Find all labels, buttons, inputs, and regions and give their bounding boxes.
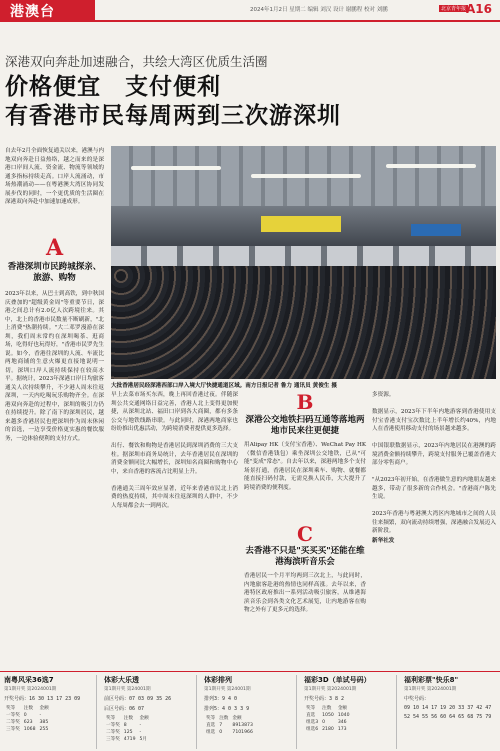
photo-caption: 大批香港居民经深港西部口岸入境大厅快捷通道区域。南方日报记者 鲁力 通讯员 黄俊生 摄 <box>111 383 337 389</box>
table-cell: 2180 <box>322 727 334 732</box>
table-cell: 1068 <box>23 727 36 732</box>
table-cell: 组选 <box>206 730 216 735</box>
section-letter: A <box>45 235 64 261</box>
table-cell: - <box>139 730 142 735</box>
headline-line-1: 价格便宜 支付便利 <box>5 73 221 100</box>
lottery-numbers: 52 54 55 56 60 64 65 68 75 79 <box>404 714 492 720</box>
lottery-footer <box>0 671 500 751</box>
table-row <box>204 715 255 722</box>
photo-crowd <box>111 266 496 379</box>
photo-light <box>251 174 361 178</box>
page-header <box>0 0 500 20</box>
table-cell: 623 <box>23 720 33 725</box>
lottery-numbers: 前区号码：07 03 09 35 26 <box>104 696 172 702</box>
column-body: 早上去菜市场买东西，晚上再回香港过夜。伴随深圳公共交通网络日益完善，香港人北上变得更加便捷，从深圳北站、福田口岸到各大商圈，都有多条公交与地铁线路串联。与此同时，深港两地商家也纷纷推出优惠活动，为跨境消费者提供更多选择。 出行、餐饮和购物是香港居民到深圳消费的三大支柱。据深圳市商务局统计，去年香港居民在深圳的消费金额同比大幅增长，深圳知名商圈和购物中心中，来自香港的客流占比明显上升。 香港通关三周年效应显著，近年来香港市民北上消费的热度持续，其中周末往返深圳的人群中，不少人每周都会去一到两次。 <box>111 392 238 509</box>
lottery-column <box>104 675 197 749</box>
table-cell: 0 <box>322 720 326 725</box>
table-cell: 4719 <box>123 737 136 742</box>
section-heading: 去香港不只是"买买买"还能在维港海滨听音乐会 <box>245 546 365 567</box>
table-row <box>304 726 352 733</box>
table-row <box>204 722 255 729</box>
table-cell: 7 <box>219 723 223 728</box>
table-row <box>304 719 352 726</box>
table-cell: 8913873 <box>232 723 253 728</box>
table-cell: 直选 <box>306 713 316 718</box>
table-cell: 奖等 <box>6 706 16 711</box>
article-column-2 <box>111 391 238 510</box>
table-cell: 一等奖 <box>6 713 20 718</box>
table-row <box>104 715 151 722</box>
prize-table <box>4 705 51 733</box>
table-cell: 金额 <box>39 706 49 711</box>
lottery-issue: 第1期开奖 第2024001期 <box>404 687 457 692</box>
table-cell: 金额 <box>337 706 348 711</box>
lottery-column <box>204 675 297 749</box>
lottery-issue: 第1期开奖 第24001期 <box>104 687 151 692</box>
table-cell: 三等奖 <box>6 727 20 732</box>
table-cell: 1050 <box>322 713 334 718</box>
lottery-numbers: 排列5：4 0 3 3 9 <box>204 706 250 712</box>
section-body: 用Alipay HK（支付宝香港）、WeChat Pay HK（微信香港钱包）乘坐深圳公交地铁，已从"可能"变成"常态"。自去年以来，深港两地多个支付场景打通，香港居民在深圳乘车、购物、就餐都能直接扫码付款，无需兑换人民币，大大提升了跨境消费的便利度。 <box>244 442 366 491</box>
table-cell: 125 <box>123 730 133 735</box>
table-row <box>4 719 51 726</box>
section-body: 香港居民一个月平均两到三次北上，与此同时，内地旅客赴港的热情也同样高涨。去年以来，香港特区政府推出一系列活动吸引旅客，从维港海滨音乐会到各类文化艺术展览，让内地游客在购物之外有了更多元的选择。 <box>244 573 366 613</box>
table-cell: 注数 <box>322 706 332 711</box>
section-letter: C <box>297 522 313 546</box>
news-photo <box>111 146 496 379</box>
table-cell: 346 <box>337 720 347 725</box>
table-cell: 注数 <box>219 716 229 721</box>
table-cell: 金额 <box>232 716 242 721</box>
article-lead: 自去年2月全面恢复通关以来，港澳与内地双向奔赴日益热络，越之而来的是深港口岸间人流、资金流、物流等领域的通多指标持续走高。口岸人流涌动，市场热潮涌动——在粤港澳大湾区协同发展步伐的同时，一个更优质的生活圈在深港双向奔赴中加速加速成形。 <box>5 148 104 205</box>
photo-light <box>386 164 476 168</box>
table-cell: 奖等 <box>306 706 316 711</box>
lottery-numbers: 开奖号码：16 30 13 17 23 09 <box>4 696 81 702</box>
lottery-column <box>404 675 496 749</box>
table-row <box>4 712 51 719</box>
lottery-numbers: 开奖号码：3 8 2 <box>304 696 345 702</box>
issue-meta: 2024年1月2日 星期二 编辑 刘汉 设计 谢鹏程 校对 刘鹏 <box>250 7 388 13</box>
photo-light <box>131 166 221 170</box>
table-cell: 0 <box>23 713 27 718</box>
table-cell: 7101966 <box>232 730 253 735</box>
article-subtitle: 深港双向奔赴加速融合，共绘大湾区优质生活圈 <box>5 54 268 69</box>
headline-line-2: 有香港市民每周两到三次游深圳 <box>5 102 341 129</box>
section-heading: 深港公交地铁扫码互通等落地两地市民来往更便捷 <box>245 415 365 436</box>
section-c <box>244 523 366 615</box>
table-row <box>104 736 151 743</box>
column-body: 多资源。 数据显示，2023年下半年内地游客到香港使用支付宝香港支付宝次数比上半年增长约40%，内地人在香港使用移动支付的场景越来越多。 中国银联数据显示，2023年内地居民在港澳的跨境消费金额持续攀升，跨境支付服务已覆盖香港大部分零售商户。 "从2023年初开始，在香港做生意的内地朋友越来越多，带动了很多新的合作机会。"香港商户陈先生说。 2023年香港与粤港澳大湾区内地城市之间的人员往来频繁，双向流动持续增强，深港融合发展迈入新阶段。 <box>372 392 496 534</box>
table-row <box>104 722 151 729</box>
photo-gates <box>111 246 496 266</box>
page-number: A16 <box>466 2 492 16</box>
prize-table <box>304 705 352 733</box>
table-cell: 注数 <box>123 716 133 721</box>
table-cell: 173 <box>337 727 347 732</box>
section-a <box>5 235 104 443</box>
lottery-numbers: 中奖号码： <box>404 696 430 702</box>
table-cell: 8 <box>123 723 127 728</box>
table-cell: 255 <box>39 727 49 732</box>
lottery-numbers: 排列3：9 4 0 <box>204 696 238 702</box>
lottery-title: 福彩3D（单试号码） <box>304 676 371 684</box>
table-cell: 二等奖 <box>6 720 20 725</box>
table-cell: 三等奖 <box>106 737 120 742</box>
table-cell: 组选3 <box>306 720 319 725</box>
table-cell: 一等奖 <box>106 723 120 728</box>
table-cell: 奖等 <box>106 716 116 721</box>
lottery-issue: 第1期开奖 第24001期 <box>204 687 251 692</box>
photo-sign <box>411 224 461 236</box>
lottery-column <box>4 675 97 749</box>
lottery-numbers: 后区号码：06 07 <box>104 706 145 712</box>
lottery-numbers: 09 10 14 17 19 20 33 37 42 47 <box>404 705 492 711</box>
table-row <box>204 729 255 736</box>
table-row <box>4 726 51 733</box>
table-cell: 金额 <box>139 716 149 721</box>
section-letter: B <box>296 390 314 414</box>
paper-tag: 北京青年报 <box>440 6 466 12</box>
table-cell: 奖等 <box>206 716 216 721</box>
table-cell: 注数 <box>23 706 33 711</box>
lottery-title: 体彩排列 <box>204 676 232 684</box>
table-row <box>304 705 352 712</box>
table-cell: - <box>139 723 142 728</box>
table-cell: 二等奖 <box>106 730 120 735</box>
lottery-title: 南粤风采36选7 <box>4 676 54 684</box>
section-heading: 香港深圳市民跨城探亲、旅游、购物 <box>7 262 102 283</box>
lottery-issue: 第1期开奖 第2024001期 <box>4 687 57 692</box>
table-cell: 直选 <box>206 723 216 728</box>
prize-table <box>204 715 255 736</box>
table-cell: 0 <box>219 730 223 735</box>
table-cell: 组选6 <box>306 727 319 732</box>
prize-table <box>104 715 151 743</box>
section-body: 2023年以来，从巴士到高铁，到中秋国庆叠加的"超级黄金周"等重要节日，深港之间总计有2.0亿人次跨境往来。其中，北上的香港市民数量不断刷新，"北上消费"热潮持续。"大二邓罗漫游在深圳，我们周末常约在深圳喝茶、逛商场，吃得好也玩得好，"香港市民罗先生说。如今，香港往深圳的人流、车流比两地商铺的生意火爆更直接地说明一切。深圳口岸人流持续保持在较高水平。据统计，2023年深港口岸日均旅客通关人次持续攀升，不少港人周末往返深圳，一天内吃喝玩乐购物齐全。在深港双向奔赴的过程中，深圳的吸引力仍在持续提升。除了南下的深圳居民，越来越多香港居民也把深圳作为周末休闲的首选，一边享受价格更实惠的餐饮服务，一边体验便利的支付方式。 <box>5 291 104 442</box>
article-author: 新华社发 <box>372 537 395 544</box>
section-b <box>244 391 366 492</box>
section-title: 港澳台 <box>10 4 55 20</box>
table-cell: - <box>39 713 42 718</box>
header-rule <box>0 20 500 22</box>
lottery-issue: 第1期开奖 第2024001期 <box>304 687 357 692</box>
article-column-4 <box>372 391 496 544</box>
table-row <box>4 705 51 712</box>
table-cell: 1040 <box>337 713 350 718</box>
photo-sign <box>261 216 341 232</box>
lottery-title: 体彩大乐透 <box>104 676 139 684</box>
table-row <box>104 729 151 736</box>
lottery-column <box>304 675 397 749</box>
table-row <box>304 712 352 719</box>
lottery-title: 福利彩票"快乐8" <box>404 676 459 684</box>
table-cell: 5月 <box>139 737 148 742</box>
table-cell: 385 <box>39 720 49 725</box>
